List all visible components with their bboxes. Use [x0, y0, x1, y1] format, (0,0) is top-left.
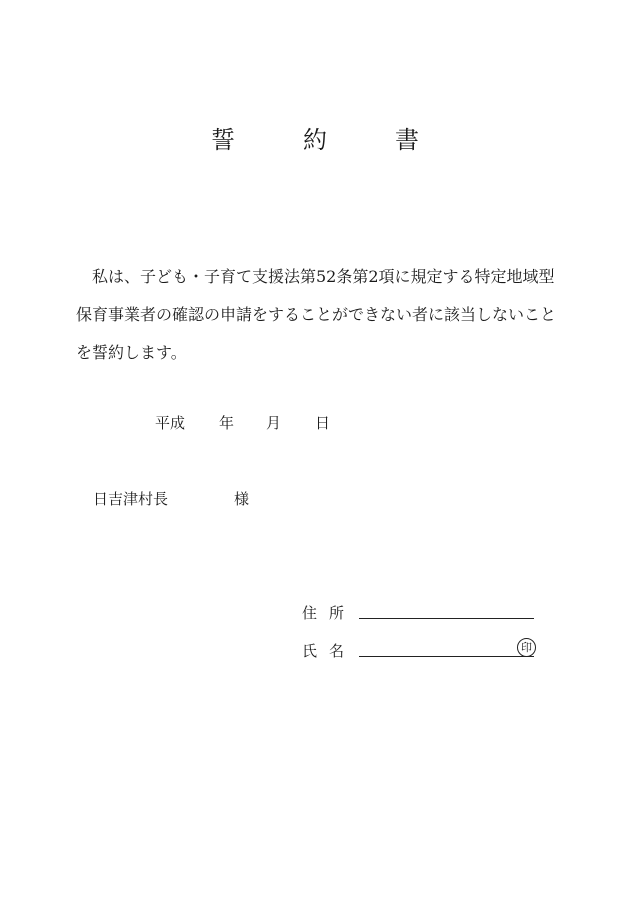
date-line [0, 412, 630, 434]
address-signature-row [0, 600, 630, 626]
date-month-label: 月 [266, 414, 282, 432]
name-signature-row [0, 638, 630, 664]
date-day-label: 日 [315, 414, 331, 432]
address-blank-line [359, 618, 534, 619]
name-blank-line [359, 656, 534, 657]
name-label: 氏名 [302, 642, 357, 660]
date-year-label: 年 [219, 414, 235, 432]
pledge-body-text: 私は、子ども・子育て支援法第52条第2項に規定する特定地域型保育事業者の確認の申請をすることができない者に該当しないことを誓約します。 [76, 267, 557, 362]
addressee-name: 日吉津村長 [93, 490, 169, 508]
seal-mark-icon: 印 [517, 638, 536, 657]
addressee-honorific: 様 [234, 490, 250, 508]
addressee-line [0, 488, 630, 510]
address-label: 住所 [302, 604, 357, 622]
document-title: 誓 約 書 [211, 126, 441, 154]
date-era: 平成 [155, 414, 186, 432]
